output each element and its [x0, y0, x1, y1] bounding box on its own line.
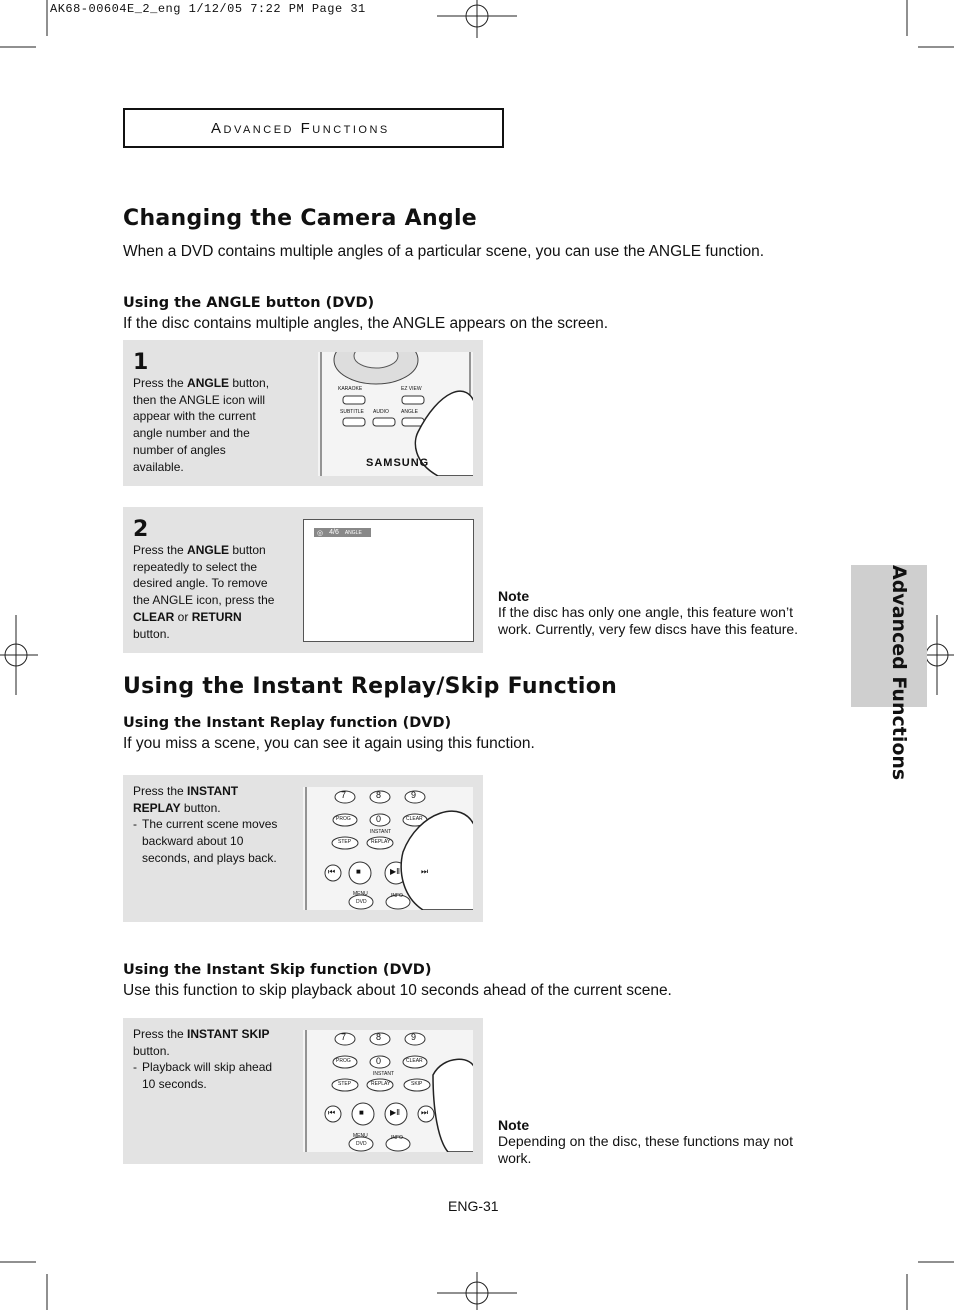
- remote-skip-drawing: [303, 1030, 473, 1152]
- remote-ezview-label: EZ VIEW: [401, 386, 422, 392]
- remote-key-step: STEP: [338, 1081, 352, 1087]
- remote-key-menu: MENU: [353, 1133, 368, 1139]
- remote-key-7: 7: [341, 790, 347, 800]
- skip-subtext: Use this function to skip playback about 10 seconds ahead of the current scene.: [123, 982, 672, 999]
- angle-note: [498, 588, 803, 637]
- skip-panel: [123, 1018, 483, 1164]
- remote-illustration-skip: [303, 1030, 473, 1152]
- play-pause-icon: ▶Ⅱ: [390, 1108, 401, 1117]
- angle-button-subheading: Using the ANGLE button (DVD): [123, 295, 375, 311]
- instant-note-title: Note: [498, 1117, 530, 1133]
- remote-key-dvd: DVD: [356, 899, 367, 905]
- stop-icon: ■: [356, 867, 361, 876]
- skip-back-icon: ⏮: [328, 1108, 336, 1117]
- section-label-text: Advanced Functions: [211, 119, 390, 137]
- remote-key-skip: SKIP: [411, 1081, 423, 1087]
- stop-icon: ■: [359, 1108, 364, 1117]
- remote-key-0: 0: [376, 1056, 382, 1066]
- remote-key-0: 0: [376, 814, 382, 824]
- step2-panel: [123, 507, 483, 653]
- replay-panel: [123, 775, 483, 922]
- step1-panel: [123, 340, 483, 486]
- side-tab-text: Advanced Functions: [888, 565, 910, 781]
- remote-key-9: 9: [411, 790, 417, 800]
- instant-title: Using the Instant Replay/Skip Function: [123, 674, 618, 699]
- replay-text: Press the INSTANT REPLAY button. - The current scene moves backward about 10 seconds, and plays back.: [133, 784, 278, 865]
- tv-screen: [303, 519, 474, 642]
- remote-key-7: 7: [341, 1032, 347, 1042]
- angle-osd: [314, 528, 371, 537]
- remote-instant-label: INSTANT: [373, 1071, 395, 1077]
- remote-key-replay: REPLAY: [371, 1081, 391, 1087]
- skip-text: Press the INSTANT SKIP button. - Playback will skip ahead 10 seconds.: [133, 1027, 273, 1092]
- remote-subtitle-label: SUBTITLE: [340, 409, 364, 415]
- remote-key-8: 8: [376, 1032, 382, 1042]
- angle-osd-label: ANGLE: [344, 529, 362, 536]
- camera-angle-intro: When a DVD contains multiple angles of a particular scene, you can use the ANGLE function.: [123, 243, 765, 260]
- angle-note-text: If the disc has only one angle, this feature won’t work. Currently, very few discs have this feature.: [498, 604, 799, 637]
- remote-illustration-replay: [303, 787, 473, 910]
- remote-key-info: INFO: [391, 893, 403, 899]
- angle-osd-value: 4/6: [329, 529, 339, 536]
- step1-text: Press the ANGLE button, then the ANGLE icon will appear with the current angle number and the number of angles available.: [133, 376, 270, 474]
- remote-key-prog: PROG: [336, 1058, 351, 1064]
- skip-back-icon: ⏮: [328, 867, 336, 876]
- camera-angle-title: Changing the Camera Angle: [123, 206, 478, 231]
- remote-brand-logo: SAMSUNG: [366, 457, 430, 469]
- remote-key-9: 9: [411, 1032, 417, 1042]
- remote-key-prog: PROG: [336, 816, 351, 822]
- remote-key-step: STEP: [338, 839, 352, 845]
- section-label: [123, 108, 504, 148]
- step2-number: 2: [133, 517, 149, 542]
- replay-subtext: If you miss a scene, you can see it again using this function.: [123, 735, 535, 752]
- remote-key-menu: MENU: [353, 891, 368, 897]
- replay-subheading: Using the Instant Replay function (DVD): [123, 715, 452, 731]
- camera-icon: ◎: [317, 529, 324, 537]
- remote-illustration-angle: [318, 352, 473, 476]
- remote-key-8: 8: [376, 790, 382, 800]
- remote-key-clear: CLEAR: [406, 1058, 423, 1064]
- angle-note-title: Note: [498, 588, 530, 604]
- print-header: AK68-00604E_2_eng 1/12/05 7:22 PM Page 31: [50, 2, 366, 16]
- remote-instant-label: INSTANT: [370, 829, 392, 835]
- side-tab: [851, 565, 927, 781]
- remote-angle-label: ANGLE: [401, 409, 418, 415]
- skip-forward-icon: ⏭: [421, 1108, 429, 1117]
- instant-note: [498, 1117, 803, 1166]
- remote-replay-drawing: [303, 787, 473, 910]
- remote-key-clear: CLEAR: [406, 816, 423, 822]
- angle-button-subtext: If the disc contains multiple angles, the ANGLE appears on the screen.: [123, 315, 609, 332]
- instant-note-text: Depending on the disc, these functions may not work.: [498, 1133, 793, 1166]
- remote-key-info: INFO: [391, 1135, 403, 1141]
- play-pause-icon: ▶Ⅱ: [390, 867, 401, 876]
- skip-subheading: Using the Instant Skip function (DVD): [123, 962, 432, 978]
- remote-audio-label: AUDIO: [373, 409, 389, 415]
- remote-key-dvd: DVD: [356, 1141, 367, 1147]
- page-number: ENG-31: [448, 1198, 499, 1214]
- step1-number: 1: [133, 350, 149, 375]
- remote-key-replay: REPLAY: [371, 839, 391, 845]
- remote-karaoke-label: KARAOKE: [338, 386, 363, 392]
- skip-forward-icon: ⏭: [421, 867, 429, 876]
- step2-text: Press the ANGLE button repeatedly to select the desired angle. To remove the ANGLE icon, press the CLEAR or RETURN button.: [133, 543, 275, 641]
